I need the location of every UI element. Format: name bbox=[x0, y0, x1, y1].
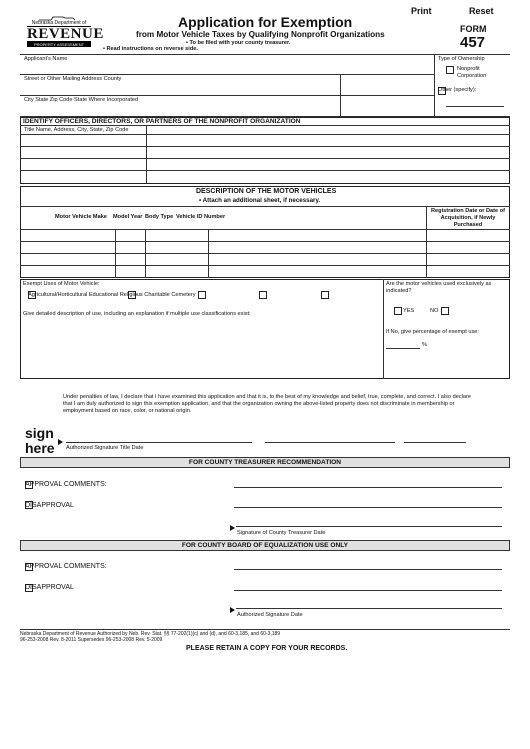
authorized-signature-field[interactable] bbox=[66, 442, 252, 443]
yes-label: YES bbox=[403, 308, 415, 314]
sign-arrow-icon bbox=[58, 439, 63, 445]
officers-heading: IDENTIFY OFFICERS, DIRECTORS, OR PARTNERS OF THE NONPROFIT ORGANIZATION bbox=[23, 118, 301, 125]
nonprofit-checkbox[interactable] bbox=[446, 66, 454, 74]
treasurer-arrow-icon bbox=[230, 525, 235, 531]
charitable-checkbox[interactable] bbox=[259, 291, 267, 299]
applicant-name-field[interactable] bbox=[22, 62, 432, 73]
use-detail-label: Give detailed description of use, including an explanation if multiple use classifications exist: bbox=[23, 311, 251, 317]
city-label: City State Zip Code State Where Incorporated bbox=[24, 97, 139, 103]
percent-sign: % bbox=[422, 342, 427, 348]
nonprofit-label: Nonprofit bbox=[457, 66, 480, 72]
treasurer-heading: FOR COUNTY TREASURER RECOMMENDATION bbox=[20, 457, 510, 468]
exempt-uses-options: Agricultural/Horticultural Educational Religious Charitable Cemetery bbox=[28, 292, 196, 298]
footer-revision: 96-253-2008 Rev. 8-2011 Supersedes 96-253-2008 Rev. 5-2009 bbox=[20, 637, 163, 643]
exempt-uses-label: Exempt Uses of Motor Vehicle: bbox=[23, 281, 100, 287]
address-field[interactable] bbox=[22, 82, 432, 93]
nebraska-outline-icon bbox=[37, 16, 77, 21]
board-disapproval-label: DISAPPROVAL bbox=[25, 584, 74, 591]
city-field[interactable] bbox=[22, 103, 432, 114]
reset-button[interactable]: Reset bbox=[469, 6, 494, 16]
logo-state: Nebraska Department of bbox=[31, 20, 87, 26]
print-button[interactable]: Print bbox=[411, 6, 432, 16]
retain-copy-notice: PLEASE RETAIN A COPY FOR YOUR RECORDS. bbox=[186, 645, 348, 652]
board-comments-field[interactable] bbox=[234, 569, 502, 570]
col-vin: Vehicle ID Number bbox=[176, 214, 226, 220]
signature-caption: Authorized Signature Title Date bbox=[66, 445, 144, 451]
treasurer-comments-field[interactable] bbox=[234, 487, 502, 488]
yes-checkbox[interactable] bbox=[394, 307, 402, 315]
col-registration-date: Registration Date or Date of Acquisition, if Newly Purchased bbox=[431, 208, 505, 228]
form-number: 457 bbox=[460, 34, 486, 51]
other-label: Other (specify): bbox=[438, 87, 477, 93]
date-field[interactable] bbox=[404, 442, 466, 443]
revenue-logo bbox=[27, 16, 104, 50]
board-signature-caption: Authorized Signature Date bbox=[237, 612, 303, 618]
ownership-label: Type of Ownership bbox=[438, 56, 485, 62]
logo-subtitle: PROPERTY ASSESSMENT bbox=[27, 42, 91, 47]
cemetery-checkbox[interactable] bbox=[198, 291, 206, 299]
instructions-note: • Read instructions on reverse side. bbox=[103, 46, 198, 52]
corporation-label: Corporation bbox=[457, 73, 487, 79]
sign-word: sign bbox=[25, 425, 54, 441]
applicant-name-label: Applicant's Name bbox=[24, 56, 68, 62]
treasurer-signature-caption: Signature of County Treasurer Date bbox=[237, 530, 326, 536]
vehicles-subheading: • Attach an additional sheet, if necessary. bbox=[199, 197, 321, 204]
form-label: FORM bbox=[460, 24, 487, 34]
filing-note: • To be filed with your county treasurer. bbox=[186, 40, 291, 46]
no-label: NO bbox=[430, 308, 439, 314]
footer-authority: Nebraska Department of Revenue Authorized by Neb. Rev. Stat. §§ 77-202(1)(c) and (d), and 60-3,185, and 60-3,189 bbox=[20, 631, 281, 637]
percent-label: If No, give percentage of exempt use: bbox=[386, 329, 479, 335]
board-heading: FOR COUNTY BOARD OF EQUALIZATION USE ONLY bbox=[20, 540, 510, 551]
exclusive-use-question: Are the motor vehicles used exclusively as indicated? bbox=[386, 281, 492, 294]
col-make: Motor Vehicle Make bbox=[55, 214, 107, 220]
board-arrow-icon bbox=[230, 607, 235, 613]
treasurer-disapproval-label: DISAPPROVAL bbox=[25, 502, 74, 509]
declaration-text: Under penalties of law, I declare that I have examined this application and that it is, to the best of my knowledge and belief, true, complete, and correct. I also declare that I am duly authorized to sign this exemption application, and that the organization owning the above-listed property does not discriminate in membership or employment based on race, color, or national origin. bbox=[63, 394, 471, 415]
board-approval-label: APPROVAL COMMENTS: bbox=[25, 563, 107, 570]
treasurer-approval-label: APPROVAL COMMENTS: bbox=[25, 481, 107, 488]
other-specify-field[interactable] bbox=[446, 106, 504, 107]
treasurer-signature-field[interactable] bbox=[236, 526, 502, 527]
address-label: Street or Other Mailing Address County bbox=[24, 76, 122, 82]
vehicles-heading: DESCRIPTION OF THE MOTOR VEHICLES bbox=[196, 188, 337, 195]
title-field[interactable] bbox=[265, 442, 395, 443]
form-subtitle: from Motor Vehicle Taxes by Qualifying Nonprofit Organizations bbox=[136, 30, 385, 39]
officers-column-label: Title Name, Address, City, State, Zip Code bbox=[24, 127, 129, 133]
col-model-year: Model Year bbox=[113, 214, 143, 220]
no-checkbox[interactable] bbox=[441, 307, 449, 315]
col-body-type: Body Type bbox=[145, 214, 174, 220]
board-signature-field[interactable] bbox=[236, 608, 502, 609]
form-title: Application for Exemption bbox=[178, 14, 353, 30]
percent-field[interactable] bbox=[386, 348, 420, 349]
here-word: here bbox=[25, 440, 55, 456]
educational-checkbox[interactable] bbox=[321, 291, 329, 299]
logo-agency: REVENUE bbox=[27, 26, 104, 42]
